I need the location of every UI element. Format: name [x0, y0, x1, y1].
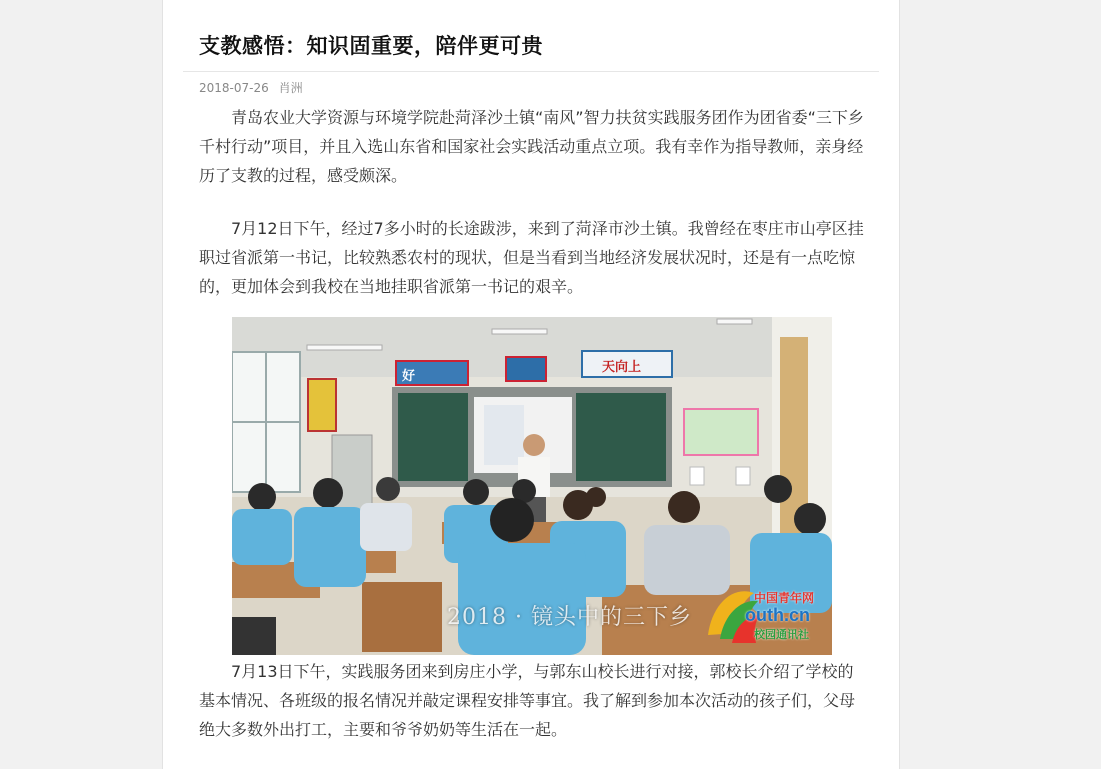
author-name: 肖洲: [278, 81, 303, 95]
logo-url-text: outh.cn: [745, 605, 810, 625]
paragraph-1: 青岛农业大学资源与环境学院赴菏泽沙土镇“南风”智力扶贫实践服务团作为团省委“三下乡 千村行动”项目，并且入选山东省和国家社会实践活动重点立项。我有幸作为指导教师，亲身经历了支教的过程，感受颇深。: [199, 108, 864, 185]
paragraph-3: 7月13日下午，实践服务团来到房庄小学，与郭东山校长进行对接，郭校长介绍了学校的基本情况、各班级的报名情况并敲定课程安排等事宜。我了解到参加本次活动的孩子们，父母绝大多数外出打工，主要和爷爷奶奶等生活在一起。: [199, 662, 856, 739]
banner-text-left: 好: [402, 369, 416, 384]
logo-cn-text: 中国青年网: [754, 591, 815, 605]
paragraph-2: 7月12日下午，经过7多小时的长途跋涉，来到了菏泽市沙土镇。我曾经在枣庄市山亭区挂职过省派第一书记，比较熟悉农村的现状，但是当看到当地经济发展状况时，还是有一点吃惊的，更加体会到我校在当地挂职省派第一书记的艰辛。: [199, 219, 864, 296]
banner-text-right: 天向上: [602, 360, 642, 375]
article-meta: [199, 79, 303, 96]
logo-sub-text: 校园通讯社: [754, 628, 809, 641]
article-title: 支教感悟：知识固重要，陪伴更可贵: [199, 33, 543, 58]
watermark-caption: 2018 · 镜头中的三下乡: [447, 605, 692, 630]
title-divider: [183, 71, 879, 72]
publish-date: 2018-07-26: [199, 81, 269, 95]
article-photo: [232, 317, 832, 655]
article-page: [162, 0, 900, 769]
